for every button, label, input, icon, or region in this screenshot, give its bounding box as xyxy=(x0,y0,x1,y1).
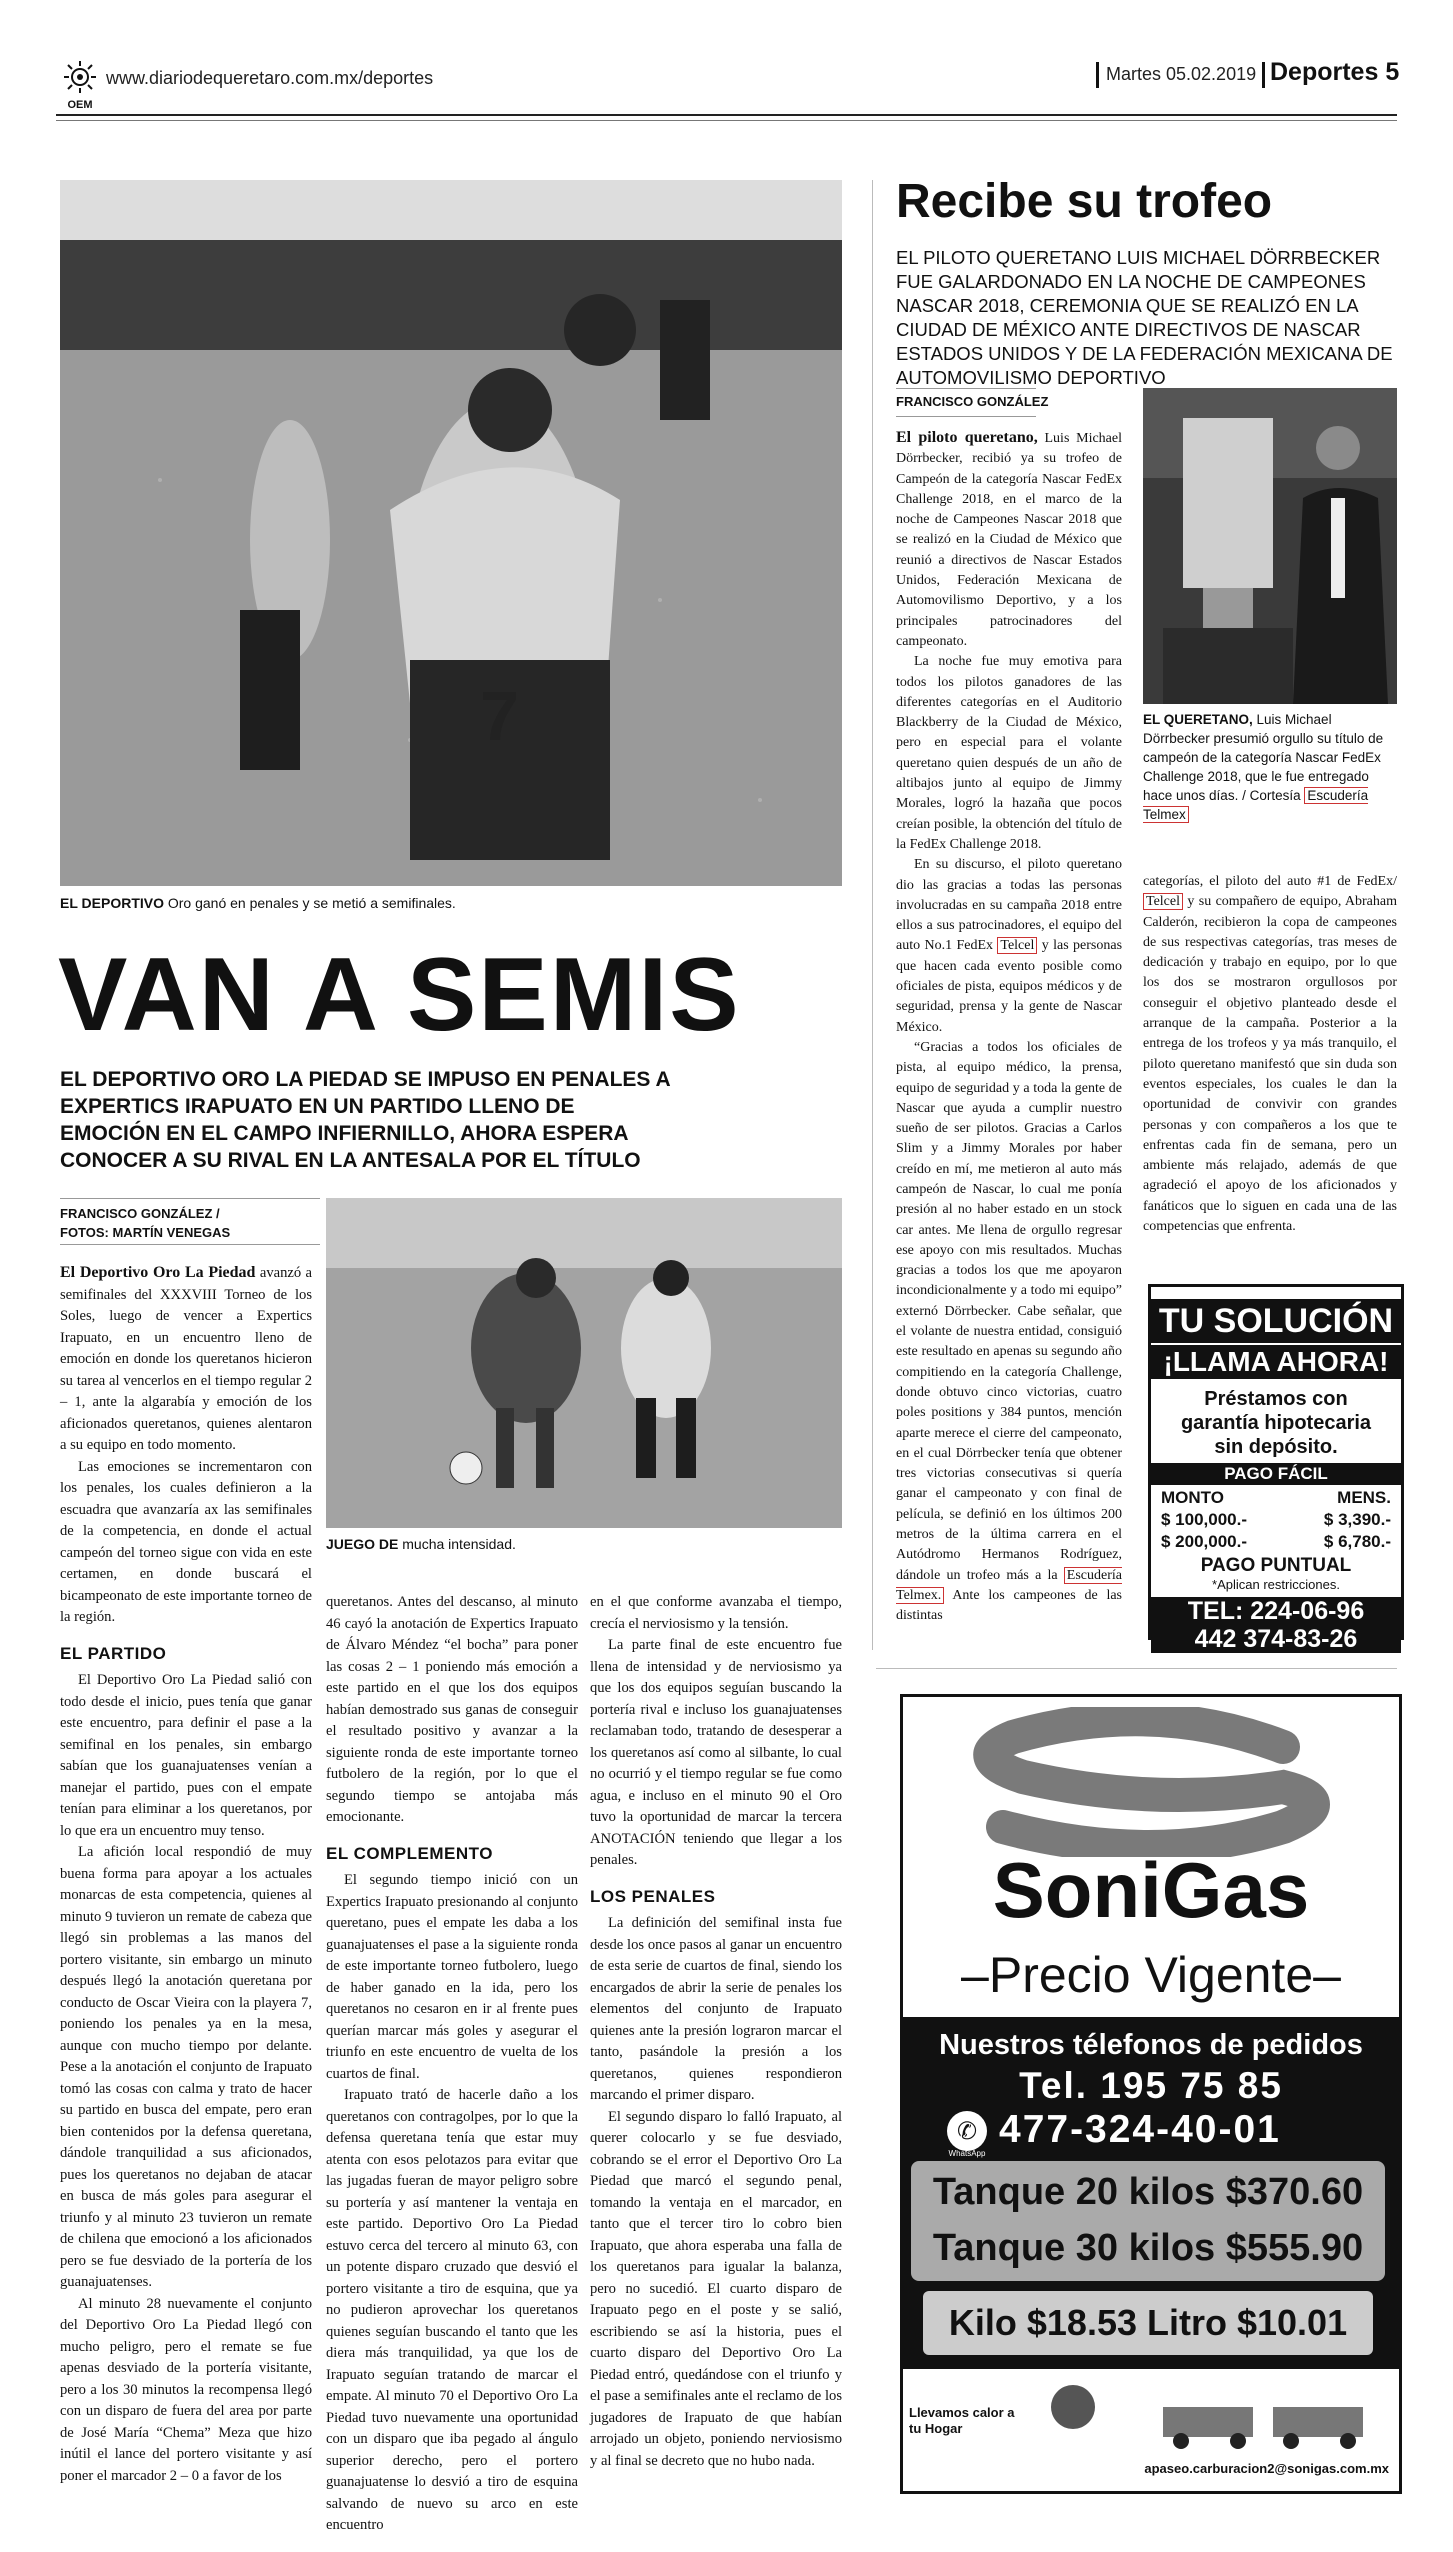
gas-trucks-icon xyxy=(1033,2377,1373,2457)
subhead-el-complemento: EL COMPLEMENTO xyxy=(326,1843,493,1863)
paragraph: Al minuto 28 nuevamente el conjunto del Deportivo Oro La Piedad llegó con mucho peligro, pero el remate se fue apenas desviado de la portería visitante, pero a los 30 minutos la recompensa llegó con un disparo de fuera del area por parte de José María “Chema” Meza que hizo inútil el lance del portero visitante y así poner el marcador 2 – 0 a favor de los xyxy=(60,2295,312,2484)
lead-text: avanzó a semifinales del XXXVIII Torneo de los Soles, luego de vencer a Expertics Irapuato, en un encuentro lleno de emoción en donde los queretanos hicieron su tarea al vencerlos en el tiempo regular 2 – 1, ante la algarabía y emoción de los aficionados queretanos, quienes alentaron a su equipo en todo momento. xyxy=(60,1265,313,1453)
text: “Gracias a todos los oficiales de pista, al equipo médico, la prensa, equipo de seguridad y a toda la gente de Nascar que ayuda a cumplir nuestro sueño de ser pilotos. Gracias a Carlos Slim y a Jimmy Morales por haber creído en mí, me metieron al auto más campeón de Nascar, lo cual me ponía presión al no haber estado en un stock car antes. Me llena de orgullo regresar ese apoyo con mis resultados. Muchas gracias a todos los que me apoyaron incondicionalmente y a todo mi equipo” externó Dörrbecker. Cabe señalar, que el volante de nuestra entidad, consiguió este resultado en apenas su segundo año compitiendo en la categoría Challenge, donde obtuvo cinco victorias, cuatro poles positions y 384 puntos, mención aparte merece el cierre del campeonato, en el cual Dörrbecker tenía que obtener tres victorias consecutivas si quería ganar el campeonato y con final de película, se definió en los últimos 200 metros de la última carrera en el Autódromo Hermanos Rodríguez, dándole un trofeo más a la xyxy=(896,1039,1122,1583)
telcel-link-2[interactable]: Telcel xyxy=(1143,893,1183,910)
loan-table xyxy=(1151,1485,1401,1555)
byline-photos: FOTOS: MARTÍN VENEGAS xyxy=(60,1225,231,1240)
monthly: $ 3,390.- xyxy=(1323,1510,1391,1529)
right-column-1 xyxy=(896,428,1122,1627)
caption-label: EL DEPORTIVO xyxy=(60,895,164,911)
right-byline-rule-bottom xyxy=(896,416,1036,417)
right-lead-bold: El piloto queretano, xyxy=(896,429,1038,446)
header-divider xyxy=(1096,62,1099,88)
header-divider-2 xyxy=(1262,62,1265,88)
right-lead xyxy=(896,428,1122,652)
paragraph: El segundo tiempo inició con un Expertics Irapuato presionando al conjunto queretano, pues el empate les daba a los guanajuatenses el pase a la siguiente ronda de este importante torneo futbolero, luego de haber ganado en la ida, pero los queretanos no cesaron en ir al frente pues querían marcar más goles y asegurar el triunfo en este encuentro de vuelta de los cuartos de final. xyxy=(326,1872,578,2082)
right-lead-text: Luis Michael Dörrbecker, recibió ya su trofeo de Campeón de la categoría Nascar FedEx Challenge 2018, en el marco de la noche de Campeones Nascar 2018 que se realizó en la Ciudad de México que reunió a directivos de Nascar Estados Unidos, Federación Mexicana de Automovilismo Deportivo, y a los principales patrocinadores del campeonato. xyxy=(896,431,1122,649)
monthly: $ 6,780.- xyxy=(1323,1532,1391,1551)
section-name: Deportes xyxy=(1270,58,1379,86)
oem-brand: OEM xyxy=(67,99,93,111)
sonigas-s-logo-icon xyxy=(903,1707,1399,1857)
subhead-el-partido: EL PARTIDO xyxy=(60,1643,167,1663)
amount: $ 100,000.- xyxy=(1161,1510,1248,1529)
byline-rule-bottom xyxy=(60,1244,320,1245)
col-amount: MONTO xyxy=(1161,1488,1224,1507)
sonigas-kilo: Kilo $18.53 Litro $10.01 xyxy=(948,2302,1348,2343)
main-photo-caption xyxy=(60,895,456,911)
trophy-caption-label: EL QUERETANO, xyxy=(1143,712,1253,727)
paragraph: en el que conforme avanzaba el tiempo, crecía el nerviosismo y la tensión. xyxy=(590,1594,842,1632)
paragraph: El Deportivo Oro La Piedad salió con todo desde el inicio, pues tenía que ganar este encuentro, para definir el pase a la semifinal en los penales, sin embargo sabían que los guanajuatenses venían a manejar el partido, pues con el empate tenían para eliminar a los queretanos, por lo que era un encuentro muy tenso. xyxy=(60,1672,312,1839)
paragraph xyxy=(1143,872,1397,1237)
lead-paragraph xyxy=(60,1262,312,1457)
sonigas-whatsapp[interactable]: 477-324-40-01 xyxy=(999,2108,1281,2151)
right-deck: EL PILOTO QUERETANO LUIS MICHAEL DÖRRBECKER FUE GALARDONADO EN LA NOCHE DE CAMPEONES NASCAR 2018, CEREMONIA QUE SE REALIZÓ EN LA CIUDAD DE MÉXICO ANTE DIRECTIVOS DE NASCAR ESTADOS UNIDOS Y DE LA FEDERACIÓN MEXICANA DE AUTOMOVILISMO DEPORTIVO xyxy=(896,247,1393,388)
column-separator xyxy=(872,180,873,1650)
sonigas-brand: SoniGas xyxy=(992,1846,1310,1934)
main-photo xyxy=(60,180,842,886)
whatsapp-label: WhatsApp xyxy=(948,2149,986,2158)
caption2-text: mucha intensidad. xyxy=(402,1536,516,1552)
paragraph: La noche fue muy emotiva para todos los pilotos ganadores de las diferentes categorías en el Auditorio Blackberry de la Ciudad de México, pero en especial para el volante queretano quien después de un año de altibajos junto al equipo de Jimmy Morales, logró la hazaña que pocos creían posible, la obtención del título de la FedEx Challenge 2018. xyxy=(896,654,1122,852)
byline-rule xyxy=(60,1198,320,1199)
loan-title: TU SOLUCIÓN xyxy=(1151,1299,1401,1343)
loan-body: Préstamos con garantía hipotecaria sin depósito. xyxy=(1180,1388,1372,1458)
section-title xyxy=(1270,58,1399,87)
paragraph: Irapuato trató de hacerle daño a los queretanos con contragolpes, por lo que la defensa queretana tenía que estar muy atenta con esos pelotazos para evitar que las jugadas fueran de mayor peligro sobre su portería y así mantener la ventaja en este partido. Deportivo Oro La Piedad estuvo cerca del tercero al minuto 63, con un potente disparo cruzado que desvió el portero visitante a tiro de esquina, que ya no pudieron aprovechar los queretanos quienes seguían buscando el tanto que les diera más tranquilidad, ya que los de Irapuato seguían tratando de marcar el empate. Al minuto 70 el Deportivo Oro La Piedad tuvo nuevamente una oportunidad con un disparo que iba pegado al ángulo superior derecho, pero el portero guanajuatense lo desvió a tiro de esquina salvando de nuevo su arco en este encuentro xyxy=(326,2087,578,2533)
whatsapp-icon: ✆ xyxy=(947,2111,987,2151)
right-headline: Recibe su trofeo xyxy=(896,175,1273,228)
text: categorías, el piloto del auto #1 de FedEx/ xyxy=(1143,874,1397,889)
paragraph xyxy=(896,855,1122,1038)
trophy-caption-text: Luis Michael Dörrbecker presumió orgullo su título de campeón de la categoría Nascar FedEx Challenge 2018, que le fue entregado hace unos días. / Cortesía xyxy=(1143,712,1384,803)
loan-ad[interactable] xyxy=(1148,1284,1404,1653)
paragraph: La parte final de este encuentro fue llena de intensidad y de nerviosismo ya que los dos equipos seguían buscando la portería rival e incluso los guanajuatenses reclamaban todo, tratando de desesperar a los queretanos así como al silbante, lo cual no ocurrió y el tiempo regular se fue como agua, e incluso en el minuto 90 el Oro tuvo la oportunidad de marcar la tercera ANOTACIÓN teniendo que llegar a los penales. xyxy=(590,1637,842,1868)
headline: VAN A SEMIS xyxy=(58,937,741,1053)
second-photo xyxy=(326,1198,842,1528)
story-column-2 xyxy=(326,1592,578,2537)
caption2-label: JUEGO DE xyxy=(326,1536,399,1552)
loan-row xyxy=(1161,1509,1391,1531)
sonigas-promo: Llevamos calor a tu Hogar xyxy=(909,2405,1015,2436)
telcel-link[interactable]: Telcel xyxy=(997,937,1037,954)
trophy-caption-link[interactable]: Escudería Telmex xyxy=(1143,788,1369,822)
loan-tel1[interactable]: TEL: 224-06-96 xyxy=(1151,1597,1401,1625)
issue-date: Martes 05.02.2019 xyxy=(1106,64,1257,84)
text: En su discurso, el piloto queretano dio las gracias a todas las personas involucradas en su campaña 2018 entre ellos a sus patrocinadores, el equipo del auto No.1 FedEx xyxy=(896,857,1122,954)
loan-row xyxy=(1161,1531,1391,1553)
header-rule xyxy=(56,114,1397,116)
sonigas-tank30: Tanque 30 kilos $555.90 xyxy=(932,2227,1364,2269)
right-byline: FRANCISCO GONZÁLEZ xyxy=(896,394,1049,409)
loan-easy: PAGO FÁCIL xyxy=(1151,1463,1401,1485)
paragraph: La afición local respondió de muy buena forma para apoyar a los actuales monarcas de esta competencia, quienes al minuto 9 tuvieron un remate de cabeza que llegó sin problemas a las manos del portero visitante, sin embargo un minuto después llegó la anotación queretana por conducto de Oscar Vieira con la playera 7, poniendo los penales ya en la mesa, aunque con mucho tiempo por delante. Pese a la anotación el conjunto de Irapuato tomó las cosas con calma y trato de hacer su partido en busca del empate, pero eran bien contenidos por la defensa queretana, dándole tranquilidad a sus aficionados, pues los queretanos no dejaban de atacar en busca de más goles para asegurar el triunfo y al minuto 23 tuvieron un remate de chilena que emocionó a los aficionados pero se fue desviado de la portería de los guanajuatenses. xyxy=(60,1844,312,2290)
sonigas-tagline: –Precio Vigente– xyxy=(961,1947,1341,2003)
sonigas-tank20: Tanque 20 kilos $370.60 xyxy=(932,2171,1364,2213)
sonigas-phones-label: Nuestros télefonos de pedidos xyxy=(939,2029,1363,2061)
col-monthly: MENS. xyxy=(1337,1488,1391,1507)
sonigas-ad[interactable] xyxy=(900,1694,1402,2494)
deck: EL DEPORTIVO ORO LA PIEDAD SE IMPUSO EN PENALES A EXPERTICS IRAPUATO EN UN PARTIDO LLENO DE EMOCIÓN EN EL CAMPO INFIERNILLO, AHORA ESPERA CONOCER A SU RIVAL EN LA ANTESALA POR EL TÍTULO xyxy=(60,1068,670,1172)
page-number: 5 xyxy=(1385,58,1400,86)
lead-bold: El Deportivo Oro La Piedad xyxy=(60,1264,256,1281)
paragraph: Las emociones se incrementaron con los penales, los cuales definieron a la escuadra que avanzaría ax las semifinales de la competencia, en donde el actual campeón del torneo sigue con vida en este certamen, en donde buscará el bicampeonato de este importante torneo de la región. xyxy=(60,1458,312,1625)
header-rule-thin xyxy=(56,120,1397,121)
oem-logo xyxy=(60,60,100,111)
site-url[interactable]: www.diariodequeretaro.com.mx/deportes xyxy=(106,68,434,88)
story-column-3 xyxy=(590,1592,842,2472)
soccer-action-image xyxy=(326,1198,842,1528)
subhead-los-penales: LOS PENALES xyxy=(590,1886,716,1906)
caption-text: Oro ganó en penales y se metió a semifinales. xyxy=(167,895,456,911)
paragraph: El segundo disparo lo falló Irapuato, al querer colocarlo y se fue desviado, cobrando se el error el Deportivo Oro La Piedad que marcó el segundo penal, tomando la ventaja en el marcador, en tanto que el tercer tiro lo cobro bien Irapuato, que ahora esperaba una falla de los queretanos para igualar la balanza, pero no sucedió. El cuarto disparo de Irapuato pego en el poste y se salió, escribiendo se así la historia, pues el cuarto disparo del Deportivo Oro La Piedad entró, quedándose con el triunfo y el pase a semifinales ante el reclamo de los jugadores de Irapuato de que habían arrojado un objeto, poniendo nerviosismo y al final se decreto que no hubo nada. xyxy=(590,2108,842,2469)
text: Ante los campeones de las distintas xyxy=(896,1587,1122,1624)
text: y su compañero de equipo, Abraham Calderón, recibieron la copa de campeones de sus respectivas categorías, tras meses de dedicación y trabajo en equipo, por lo que los dos se mostraron orgullosos por conseguir el objetivo planteado desde el arranque de la campaña. Posterior a la entrega de los trofeos y ya más tranquilo, el piloto queretano manifestó que sin duda son eventos especiales, los cuales le dan la oportunidad de convivir con grandes personas y con compañeros a los que te enfrentas cada fin de semana, pero un ambiente más relajado, además de que agradeció el apoyo de los aficionados y fanáticos que lo siguen en cada una de las competencias que enfrenta. xyxy=(1143,894,1398,1235)
sonigas-tel[interactable]: Tel. 195 75 85 xyxy=(1019,2065,1283,2106)
loan-restrictions: *Aplican restricciones. xyxy=(1212,1577,1340,1592)
paragraph: La definición del semifinal insta fue desde los once pasos al ganar un encuentro de esta serie de cuartos de final, siendo los encargados de abrir la serie de penales los elementos del conjunto de Irapuato quienes ante la presión lograron marcar el tanto, pasándole la presión a los queretanos, quienes respondieron marcando el primer disparo. xyxy=(590,1915,842,2103)
byline-author: FRANCISCO GONZÁLEZ / xyxy=(60,1206,220,1221)
soccer-celebration-image xyxy=(60,180,842,886)
loan-tel2[interactable]: 442 374-83-26 xyxy=(1151,1625,1401,1653)
second-photo-caption xyxy=(326,1536,516,1552)
paragraph: queretanos. Antes del descanso, al minuto 46 cayó la anotación de Expertics Irapuato de Álvaro Méndez “el bocha” para poner las cosas 2 – 1 poniendo más emoción a este partido en el que los dos equipos habían demostrado sus ganas de conseguir el resultado positivo y avanzar a la siguiente ronda de este importante torneo futbolero de la región, por lo que el segundo tiempo se antojaba más emocionante. xyxy=(326,1594,578,1825)
trophy-photo xyxy=(1143,388,1397,704)
sonigas-email[interactable]: apaseo.carburacion2@sonigas.com.mx xyxy=(1144,2461,1389,2476)
trophy-image xyxy=(1143,388,1397,704)
right-byline-rule xyxy=(896,388,1036,389)
loan-call: ¡LLAMA AHORA! xyxy=(1151,1345,1401,1379)
byline xyxy=(60,1204,230,1242)
loan-table-header xyxy=(1161,1487,1391,1509)
loan-punctual: PAGO PUNTUAL xyxy=(1200,1555,1352,1576)
escuderia-telmex-link[interactable]: Escudería Telmex. xyxy=(896,1567,1122,1603)
story-column-1 xyxy=(60,1262,312,2487)
trophy-caption xyxy=(1143,710,1397,824)
svg-text:7: 7 xyxy=(480,677,519,755)
text: y las personas que hacen cada evento posible como oficiales de pista, equipos médicos y de seguridad, prensa y la gente de Nascar México. xyxy=(896,938,1123,1035)
paragraph xyxy=(896,1038,1122,1627)
ads-separator xyxy=(876,1668,1397,1669)
sun-icon xyxy=(60,60,100,94)
right-column-2 xyxy=(1143,872,1397,1237)
amount: $ 200,000.- xyxy=(1161,1532,1248,1551)
